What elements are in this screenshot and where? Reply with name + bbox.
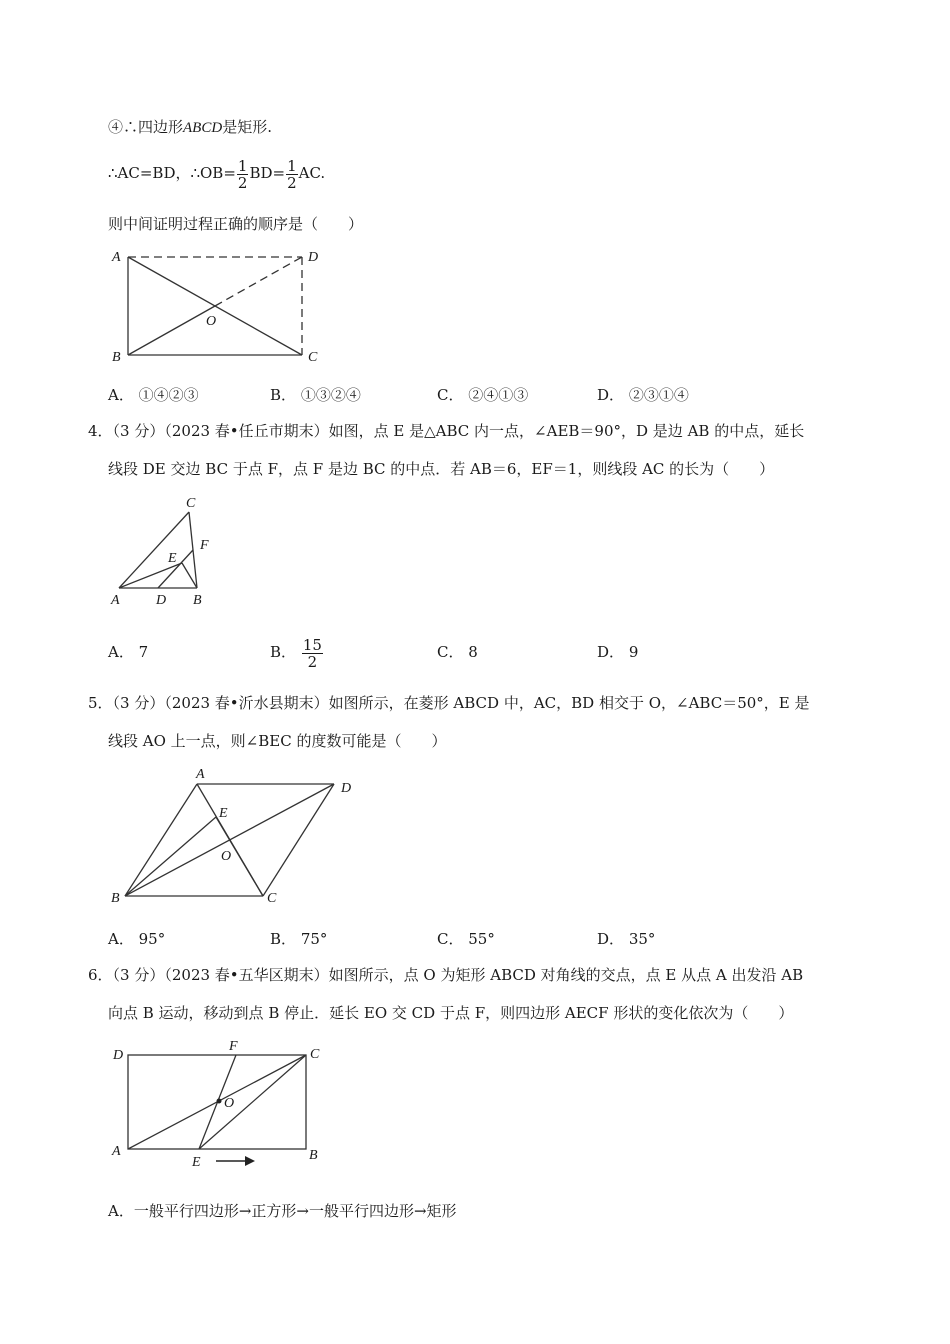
q4-option-b[interactable] <box>270 632 324 672</box>
q3-label-b: B <box>112 350 121 365</box>
fraction-half-1 <box>237 158 249 191</box>
q3-option-d[interactable] <box>597 385 689 405</box>
q4-label-e: E <box>168 551 177 566</box>
q4-option-c[interactable] <box>437 642 478 662</box>
q6-stem-line1: 6．（3 分）（2023 春•五华区期末）如图所示，点 O 为矩形 ABCD 对角线的交点，点 E 从点 A 出发沿 AB <box>88 966 804 984</box>
option-letter: C． <box>437 930 464 948</box>
q6-label-d: D <box>113 1048 124 1063</box>
q5-label-o: O <box>221 849 232 864</box>
q5-option-b[interactable] <box>270 929 327 949</box>
q3-concl-part1: ∴AC=BD，∴OB= <box>108 164 236 182</box>
option-letter: A． <box>108 386 134 404</box>
q4-label-d: D <box>156 593 167 608</box>
q5-option-a[interactable] <box>108 929 165 949</box>
q5-edge-ab <box>125 784 197 896</box>
q5-label-b: B <box>111 891 120 906</box>
option-text: 55° <box>468 930 495 948</box>
q4-label-f: F <box>200 538 209 553</box>
q6-label-b: B <box>309 1148 318 1163</box>
q3-figure <box>105 245 345 365</box>
q3-option-c[interactable] <box>437 385 528 405</box>
option-letter: B． <box>270 386 297 404</box>
frac-den: 2 <box>237 173 248 192</box>
q4-figure <box>105 490 235 610</box>
q4-seg-ae <box>119 563 182 588</box>
q5-label-a: A <box>196 767 205 782</box>
q4-edge-ac <box>119 512 189 588</box>
q3-step4-shape: ABCD <box>183 120 223 136</box>
option-letter: A． <box>108 643 134 661</box>
q3-option-b[interactable] <box>270 385 361 405</box>
q6-figure <box>105 1035 345 1175</box>
q3-label-o: O <box>206 314 217 329</box>
q6-label-a: A <box>112 1144 121 1159</box>
option-letter: D． <box>597 643 625 661</box>
q6-seg-ec <box>199 1055 306 1149</box>
option-text: 7 <box>138 643 149 661</box>
fraction-half-2 <box>286 158 298 191</box>
option-text: ②④①③ <box>468 386 529 404</box>
option-text: ①③②④ <box>300 386 361 404</box>
q6-label-o: O <box>224 1096 235 1111</box>
q6-point-o <box>217 1099 222 1104</box>
q6-option-a[interactable]: A．一般平行四边形→正方形→一般平行四边形→矩形 <box>108 1202 457 1220</box>
option-letter: B． <box>270 643 297 661</box>
arrow-right-icon <box>245 1156 255 1166</box>
q5-label-e: E <box>219 806 228 821</box>
q3-diag-od <box>215 257 302 306</box>
q3-step4 <box>108 117 272 138</box>
option-text: 8 <box>468 643 478 661</box>
fraction-15-over-2 <box>302 637 323 670</box>
option-text: 9 <box>628 643 639 661</box>
q5-option-c[interactable] <box>437 929 495 949</box>
option-text: 75° <box>300 930 328 948</box>
option-letter: D． <box>597 386 625 404</box>
q4-stem-line2: 线段 DE 交边 BC 于点 F，点 F 是边 BC 的中点．若 AB＝6，EF＝1，则线段 AC 的长为（ ） <box>108 460 775 478</box>
q4-stem-line1: 4．（3 分）（2023 春•任丘市期末）如图，点 E 是△ABC 内一点，∠AEB＝90°，D 是边 AB 的中点，延长 <box>88 422 805 440</box>
q3-concl-ac: AC. <box>298 164 326 182</box>
q5-label-c: C <box>267 891 277 906</box>
q5-edge-cd <box>263 784 334 896</box>
q6-stem-line2: 向点 B 运动，移动到点 B 停止．延长 EO 交 CD 于点 F，则四边形 AECF 形状的变化依次为（ ） <box>108 1004 794 1022</box>
q4-label-a: A <box>111 593 120 608</box>
q4-option-a[interactable] <box>108 642 148 662</box>
q5-stem-line2: 线段 AO 上一点，则∠BEC 的度数可能是（ ） <box>108 732 447 750</box>
option-text: ②③①④ <box>628 386 689 404</box>
q4-label-c: C <box>186 496 196 511</box>
q3-step4-marker: ④∴四边形 <box>108 118 184 136</box>
option-letter: B． <box>270 930 297 948</box>
option-text: ①④②③ <box>138 386 199 404</box>
q5-option-d[interactable] <box>597 929 655 949</box>
q3-question: 则中间证明过程正确的顺序是（ ） <box>108 215 364 233</box>
option-letter: D． <box>597 930 625 948</box>
q5-stem-line1: 5．（3 分）（2023 春•沂水县期末）如图所示，在菱形 ABCD 中，AC，BD 相交于 O，∠ABC＝50°，E 是 <box>88 694 810 712</box>
q3-concl-bd: BD= <box>249 164 286 182</box>
q5-seg-be <box>125 817 216 896</box>
frac-num: 15 <box>302 635 322 654</box>
frac-num: 1 <box>237 156 248 175</box>
frac-den: 2 <box>307 652 318 671</box>
q4-label-b: B <box>193 593 202 608</box>
q5-label-d: D <box>341 781 352 796</box>
q5-figure <box>105 762 375 912</box>
q3-label-a: A <box>112 250 121 265</box>
q4-option-d[interactable] <box>597 642 638 662</box>
frac-num: 1 <box>287 156 297 175</box>
q6-label-f: F <box>229 1039 238 1054</box>
q6-label-c: C <box>310 1047 320 1062</box>
q3-diag-bo <box>128 306 215 355</box>
q3-option-a[interactable] <box>108 385 199 405</box>
q3-label-c: C <box>308 350 318 365</box>
option-text: 35° <box>628 930 656 948</box>
q3-conclusion <box>108 155 325 191</box>
option-text: 95° <box>138 930 166 948</box>
option-letter: C． <box>437 386 464 404</box>
frac-den: 2 <box>287 173 297 192</box>
option-letter: C． <box>437 643 464 661</box>
q6-label-e: E <box>192 1155 201 1170</box>
option-letter: A． <box>108 930 134 948</box>
q3-label-d: D <box>308 250 319 265</box>
q3-step4-tail: 是矩形. <box>222 118 272 136</box>
